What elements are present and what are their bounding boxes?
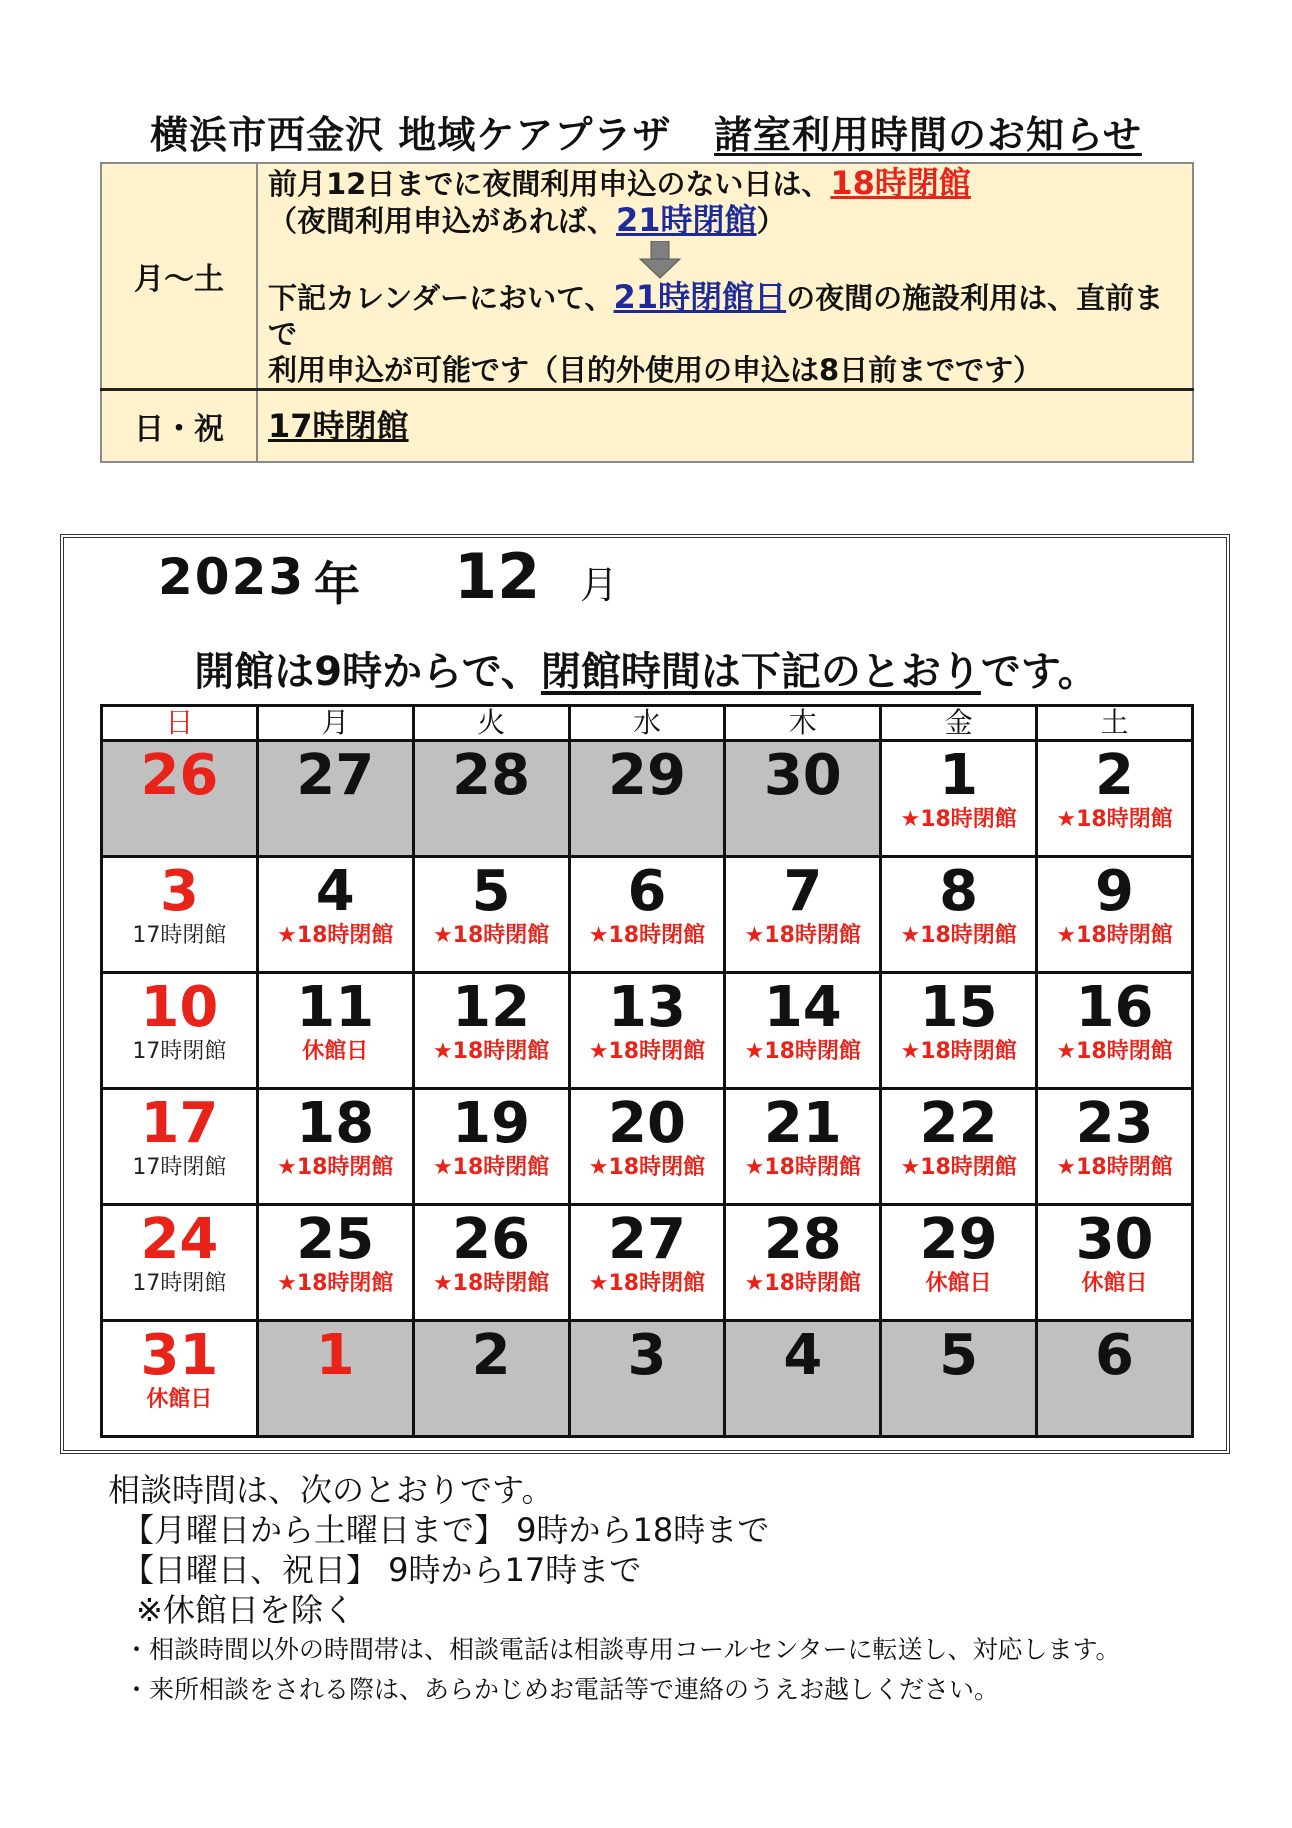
weekday-label: 月〜土 bbox=[101, 163, 257, 390]
consult-weekday-hours: 【月曜日から土曜日まで】 9時から18時まで bbox=[122, 1511, 770, 1549]
calendar-week-row bbox=[102, 857, 1193, 973]
calendar-day-cell bbox=[569, 741, 725, 857]
day-number: 1 bbox=[939, 743, 979, 808]
subtitle-pre: 開館は9時からで、 bbox=[194, 649, 541, 695]
consult-heading: 相談時間は、次のとおりです。 bbox=[108, 1471, 554, 1509]
day-number: 27 bbox=[296, 743, 375, 808]
calendar-day-cell bbox=[725, 741, 881, 857]
day-closing-note: 17時閉館 bbox=[132, 1271, 227, 1296]
day-number: 17 bbox=[140, 1091, 219, 1156]
day-closing-note: ★18時閉館 bbox=[277, 1271, 394, 1296]
day-closing-note: ★18時閉館 bbox=[744, 1155, 861, 1180]
calendar-day-cell bbox=[413, 857, 569, 973]
down-arrow-icon bbox=[638, 241, 682, 279]
day-number: 3 bbox=[627, 1323, 667, 1388]
day-number: 23 bbox=[1075, 1091, 1154, 1156]
day-closing-note: ★18時閉館 bbox=[277, 1155, 394, 1180]
calendar-week-row bbox=[102, 1089, 1193, 1205]
calendar-day-cell bbox=[881, 741, 1037, 857]
calendar-day-cell bbox=[725, 973, 881, 1089]
calendar-day-cell bbox=[413, 741, 569, 857]
day-number: 9 bbox=[1095, 859, 1135, 924]
day-number: 6 bbox=[1095, 1323, 1135, 1388]
day-number: 1 bbox=[315, 1323, 355, 1388]
day-closing-note: 17時閉館 bbox=[132, 1155, 227, 1180]
title-facility: 横浜市西金沢 地域ケアプラザ bbox=[150, 113, 672, 157]
calendar-day-cell bbox=[257, 973, 413, 1089]
calendar-subtitle bbox=[0, 640, 1292, 697]
day-closing-note: 17時閉館 bbox=[132, 923, 227, 948]
day-number: 19 bbox=[452, 1091, 531, 1156]
closing-21-text: 21時閉館 bbox=[616, 200, 757, 239]
calendar-day-cell bbox=[725, 1205, 881, 1321]
calendar-day-cell bbox=[1037, 741, 1193, 857]
calendar-day-cell bbox=[1037, 973, 1193, 1089]
calendar-day-cell bbox=[413, 1205, 569, 1321]
day-number: 10 bbox=[140, 975, 219, 1040]
calendar-day-cell bbox=[725, 1321, 881, 1437]
day-closing-note: ★18時閉館 bbox=[900, 807, 1017, 832]
calendar-table bbox=[100, 704, 1194, 1438]
day-number: 28 bbox=[763, 1207, 842, 1272]
weekday-header: 土 bbox=[1037, 706, 1193, 741]
calendar-day-cell bbox=[102, 857, 258, 973]
closing-21-day-text: 21時閉館日 bbox=[613, 277, 787, 316]
day-number: 26 bbox=[140, 743, 219, 808]
day-closing-note: ★18時閉館 bbox=[744, 923, 861, 948]
day-number: 6 bbox=[627, 859, 667, 924]
consult-note-callcenter: ・相談時間以外の時間帯は、相談電話は相談専用コールセンターに転送し、対応します。 bbox=[124, 1635, 1121, 1664]
day-closing-note: 休館日 bbox=[302, 1039, 369, 1064]
calendar-day-cell bbox=[881, 1089, 1037, 1205]
weekday-header: 木 bbox=[725, 706, 881, 741]
consult-exclusion: ※休館日を除く bbox=[136, 1591, 355, 1629]
calendar-day-cell bbox=[881, 973, 1037, 1089]
day-number: 5 bbox=[939, 1323, 979, 1388]
month: 12 bbox=[454, 540, 541, 613]
calendar-day-cell bbox=[569, 1321, 725, 1437]
calendar-day-cell bbox=[881, 857, 1037, 973]
day-closing-note: 休館日 bbox=[1081, 1271, 1148, 1296]
day-number: 5 bbox=[471, 859, 511, 924]
calendar-week-row bbox=[102, 1321, 1193, 1437]
calendar-day-cell bbox=[257, 1205, 413, 1321]
calendar-day-cell bbox=[257, 1321, 413, 1437]
day-number: 12 bbox=[452, 975, 531, 1040]
day-number: 24 bbox=[140, 1207, 219, 1272]
day-closing-note: 休館日 bbox=[146, 1387, 213, 1412]
day-closing-note: ★18時閉館 bbox=[432, 1271, 550, 1296]
day-number: 29 bbox=[607, 743, 686, 808]
line4-text: 利用申込が可能です（目的外使用の申込は8日前までです） bbox=[268, 352, 1043, 387]
day-number: 2 bbox=[471, 1323, 511, 1388]
day-closing-note: ★18時閉館 bbox=[588, 923, 706, 948]
closing-18-text: 18時閉館 bbox=[830, 163, 971, 202]
page-title bbox=[0, 104, 1292, 159]
calendar-day-cell bbox=[569, 857, 725, 973]
day-number: 29 bbox=[919, 1207, 998, 1272]
day-number: 3 bbox=[159, 859, 199, 924]
day-number: 13 bbox=[607, 975, 686, 1040]
day-number: 25 bbox=[296, 1207, 375, 1272]
consultation-info bbox=[108, 1470, 1258, 1710]
title-notice: 諸室利用時間のお知らせ bbox=[714, 113, 1142, 157]
day-closing-note: ★18時閉館 bbox=[588, 1039, 706, 1064]
day-closing-note: ★18時閉館 bbox=[1056, 807, 1173, 832]
day-closing-note: ★18時閉館 bbox=[432, 1155, 550, 1180]
subtitle-post: です。 bbox=[980, 649, 1098, 695]
day-number: 11 bbox=[296, 975, 375, 1040]
day-closing-note: ★18時閉館 bbox=[1056, 1039, 1173, 1064]
day-number: 30 bbox=[1075, 1207, 1154, 1272]
weekday-header: 水 bbox=[569, 706, 725, 741]
day-number: 4 bbox=[783, 1323, 823, 1388]
day-closing-note: 休館日 bbox=[925, 1271, 992, 1296]
calendar-day-cell bbox=[102, 1321, 258, 1437]
day-number: 2 bbox=[1095, 743, 1135, 808]
line2-text: （夜間利用申込があれば、 bbox=[268, 203, 617, 238]
day-number: 14 bbox=[763, 975, 842, 1040]
calendar-day-cell bbox=[725, 1089, 881, 1205]
calendar-week-row bbox=[102, 741, 1193, 857]
calendar-day-cell bbox=[257, 1089, 413, 1205]
holiday-label: 日・祝 bbox=[101, 390, 257, 463]
day-closing-note: ★18時閉館 bbox=[1056, 923, 1173, 948]
subtitle-underlined: 閉館時間は下記のとおり bbox=[540, 649, 981, 695]
month-kanji: 月 bbox=[580, 563, 619, 607]
calendar-day-cell bbox=[102, 973, 258, 1089]
line1-text: 前月12日までに夜間利用申込のない日は、 bbox=[268, 166, 831, 201]
calendar-day-cell bbox=[569, 1205, 725, 1321]
day-number: 22 bbox=[919, 1091, 998, 1156]
day-closing-note: ★18時閉館 bbox=[1056, 1155, 1173, 1180]
calendar-day-cell bbox=[102, 1089, 258, 1205]
day-number: 30 bbox=[763, 743, 842, 808]
day-number: 15 bbox=[919, 975, 998, 1040]
day-number: 27 bbox=[607, 1207, 686, 1272]
day-closing-note: ★18時閉館 bbox=[588, 1155, 706, 1180]
day-closing-note: ★18時閉館 bbox=[277, 923, 394, 948]
line2-close-paren: ） bbox=[756, 203, 786, 238]
calendar-week-row bbox=[102, 973, 1193, 1089]
day-number: 26 bbox=[452, 1207, 531, 1272]
line3-text: 下記カレンダーにおいて、 bbox=[268, 280, 614, 315]
day-closing-note: ★18時閉館 bbox=[432, 923, 550, 948]
day-number: 20 bbox=[607, 1091, 686, 1156]
calendar-day-cell bbox=[413, 973, 569, 1089]
calendar-day-cell bbox=[881, 1205, 1037, 1321]
day-closing-note: 17時閉館 bbox=[132, 1039, 227, 1064]
calendar-day-cell bbox=[1037, 857, 1193, 973]
calendar-day-cell bbox=[569, 973, 725, 1089]
weekday-header: 月 bbox=[257, 706, 413, 741]
day-number: 16 bbox=[1075, 975, 1154, 1040]
calendar-day-cell bbox=[102, 1205, 258, 1321]
calendar-day-cell bbox=[257, 857, 413, 973]
day-number: 8 bbox=[939, 859, 979, 924]
day-closing-note: ★18時閉館 bbox=[588, 1271, 706, 1296]
calendar-day-cell bbox=[257, 741, 413, 857]
calendar-day-cell bbox=[413, 1321, 569, 1437]
weekday-header: 金 bbox=[881, 706, 1037, 741]
day-number: 7 bbox=[783, 859, 823, 924]
day-number: 4 bbox=[315, 859, 355, 924]
year-kanji: 年 bbox=[314, 557, 360, 611]
calendar-day-cell bbox=[725, 857, 881, 973]
weekday-header: 火 bbox=[413, 706, 569, 741]
year-month-heading bbox=[0, 540, 1292, 620]
calendar-day-cell bbox=[1037, 1321, 1193, 1437]
day-closing-note: ★18時閉館 bbox=[900, 1155, 1017, 1180]
consult-note-visit: ・来所相談をされる際は、あらかじめお電話等で連絡のうえお越しください。 bbox=[124, 1675, 1000, 1704]
calendar-day-cell bbox=[102, 741, 258, 857]
calendar-day-cell bbox=[1037, 1205, 1193, 1321]
consult-holiday-hours: 【日曜日、祝日】 9時から17時まで bbox=[122, 1551, 642, 1589]
hours-info-table bbox=[100, 162, 1194, 463]
calendar-day-cell bbox=[1037, 1089, 1193, 1205]
weekday-header: 日 bbox=[102, 706, 258, 741]
day-closing-note: ★18時閉館 bbox=[900, 923, 1017, 948]
day-number: 18 bbox=[296, 1091, 375, 1156]
day-number: 28 bbox=[452, 743, 531, 808]
day-number: 21 bbox=[763, 1091, 842, 1156]
calendar-day-cell bbox=[569, 1089, 725, 1205]
holiday-hours-text: 17時閉館 bbox=[268, 406, 409, 445]
year: 2023 bbox=[158, 548, 306, 606]
day-closing-note: ★18時閉館 bbox=[744, 1271, 861, 1296]
day-closing-note: ★18時閉館 bbox=[900, 1039, 1017, 1064]
day-closing-note: ★18時閉館 bbox=[432, 1039, 550, 1064]
line3-tail: の夜間の施設利用は、直前まで bbox=[268, 280, 1164, 351]
weekday-hours-text bbox=[257, 163, 1193, 390]
day-closing-note: ★18時閉館 bbox=[744, 1039, 861, 1064]
calendar-week-row bbox=[102, 1205, 1193, 1321]
day-number: 31 bbox=[140, 1323, 219, 1388]
calendar-day-cell bbox=[881, 1321, 1037, 1437]
calendar-day-cell bbox=[413, 1089, 569, 1205]
